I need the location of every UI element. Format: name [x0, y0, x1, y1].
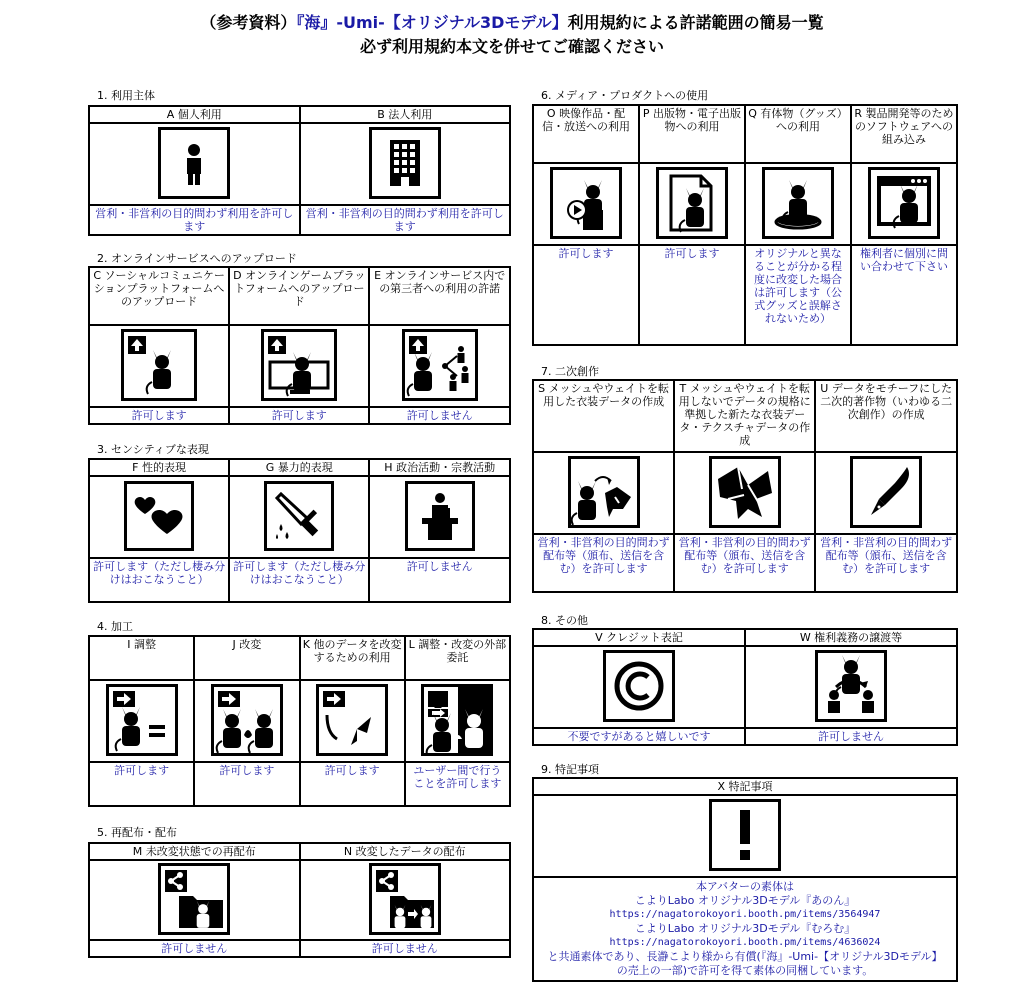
header-e: E オンラインサービス内での第三者への利用の許諾 — [369, 267, 510, 325]
header-b: B 法人利用 — [300, 106, 511, 123]
header-u: U データをモチーフにした二次的著作物（いわゆる二次創作）の作成 — [815, 380, 957, 452]
header-g: G 暴力的表現 — [229, 459, 369, 476]
copyright-icon — [603, 650, 675, 722]
pen-icon — [850, 456, 922, 528]
note-link[interactable]: https://nagatorokoyori.booth.pm/items/3564947 — [609, 909, 881, 920]
adjust-icon — [106, 684, 178, 756]
header-a: A 個人利用 — [89, 106, 300, 123]
note-line: 本アバターの素体は — [695, 880, 795, 893]
status-i: 許可します — [89, 762, 194, 806]
header-s: S メッシュやウェイトを転用した衣装データの作成 — [533, 380, 674, 452]
section-9-table — [532, 777, 958, 982]
section-5-table — [88, 842, 511, 958]
section-4-label: 4. 加工 — [97, 620, 133, 633]
status-n: 許可しません — [300, 940, 511, 957]
exclamation-icon — [709, 799, 781, 871]
section-7-label: 7. 二次創作 — [541, 365, 599, 378]
header-n: N 改変したデータの配布 — [300, 843, 511, 860]
share-folder-modified-icon — [369, 863, 441, 935]
note-link[interactable]: https://nagatorokoyori.booth.pm/items/4636024 — [609, 937, 881, 948]
section-5-label: 5. 再配布・配布 — [97, 826, 177, 839]
page-title — [0, 12, 1024, 34]
header-k: K 他のデータを改変するための利用 — [300, 636, 405, 680]
status-b: 営利・非営利の目的問わず利用を許可します — [300, 205, 511, 235]
video-cat-icon — [550, 167, 622, 239]
status-w: 許可しません — [745, 728, 957, 745]
status-v: 不要ですがあると嬉しいです — [533, 728, 745, 745]
transfer-icon — [815, 650, 887, 722]
ribbon-icon — [316, 684, 388, 756]
status-s: 営利・非営利の目的問わず配布等（頒布、送信を含む）を許可します — [533, 534, 674, 592]
header-l: L 調整・改変の外部委託 — [405, 636, 510, 680]
header-q: Q 有体物（グッズ）への利用 — [745, 105, 851, 163]
status-d: 許可します — [229, 407, 369, 424]
cat-ribbon-icon — [568, 456, 640, 528]
status-c: 許可します — [89, 407, 229, 424]
title-suffix: 利用規約による許諾範囲の簡易一覧 — [567, 13, 824, 32]
upload-screen-cat-icon — [261, 329, 337, 401]
title-model-name: 『海』-Umi-【オリジナル3Dモデル】 — [296, 13, 568, 32]
status-e: 許可しません — [369, 407, 510, 424]
section-8-label: 8. その他 — [541, 614, 588, 627]
title-prefix: （参考資料） — [200, 13, 297, 32]
status-g: 許可します（ただし棲み分けはおこなうこと） — [229, 558, 369, 602]
status-l: ユーザー間で行うことを許可します — [405, 762, 510, 806]
status-f: 許可します（ただし棲み分けはおこなうこと） — [89, 558, 229, 602]
section-3-label: 3. センシティブな表現 — [97, 443, 209, 456]
status-r: 権利者に個別に問い合わせて下さい — [851, 245, 957, 345]
section-6-table — [532, 104, 958, 346]
section-4-table — [88, 635, 511, 807]
status-t: 営利・非営利の目的問わず配布等（頒布、送信を含む）を許可します — [674, 534, 815, 592]
share-folder-icon — [158, 863, 230, 935]
status-o: 許可します — [533, 245, 639, 345]
section-3-table — [88, 458, 511, 603]
building-icon — [369, 127, 441, 199]
section-6-label: 6. メディア・プロダクトへの使用 — [541, 89, 709, 102]
header-o: O 映像作品・配信・放送への利用 — [533, 105, 639, 163]
window-cat-icon — [868, 167, 940, 239]
hearts-icon — [124, 481, 194, 551]
section-1-label: 1. 利用主体 — [97, 89, 155, 102]
ribbon-large-icon — [709, 456, 781, 528]
header-x: X 特記事項 — [533, 778, 957, 795]
share-people-icon — [402, 329, 478, 401]
section-2-table — [88, 266, 511, 425]
status-j: 許可します — [194, 762, 299, 806]
notes — [533, 877, 957, 981]
knife-icon — [264, 481, 334, 551]
podium-icon — [405, 481, 475, 551]
page-subtitle: 必ず利用規約本文を併せてご確認ください — [359, 37, 664, 56]
status-k: 許可します — [300, 762, 405, 806]
outsource-icon — [421, 684, 493, 756]
status-p: 許可します — [639, 245, 745, 345]
note-line: こよりLabo オリジナル3Dモデル『あのん』 — [634, 894, 856, 907]
document-cat-icon — [656, 167, 728, 239]
section-9-label: 9. 特記事項 — [541, 763, 599, 776]
status-m: 許可しません — [89, 940, 300, 957]
note-line: の売上の一部)で許可を得て素体の同梱しています。 — [616, 964, 874, 977]
section-2-label: 2. オンラインサービスへのアップロード — [97, 252, 297, 265]
header-m: M 未改変状態での再配布 — [89, 843, 300, 860]
header-p: P 出版物・電子出版物への利用 — [639, 105, 745, 163]
header-i: I 調整 — [89, 636, 194, 680]
status-h: 許可しません — [369, 558, 510, 602]
upload-cat-icon — [121, 329, 197, 401]
header-j: J 改変 — [194, 636, 299, 680]
header-w: W 権利義務の譲渡等 — [745, 629, 957, 646]
header-t: T メッシュやウェイトを転用しないでデータの規格に準拠した新たな衣装データ・テクスチャデータの作成 — [674, 380, 815, 452]
section-8-table — [532, 628, 958, 746]
note-line: こよりLabo オリジナル3Dモデル『むろむ』 — [634, 922, 856, 935]
section-1-table — [88, 105, 511, 236]
person-icon — [158, 127, 230, 199]
header-v: V クレジット表記 — [533, 629, 745, 646]
header-d: D オンラインゲームプラットフォームへのアップロード — [229, 267, 369, 325]
figure-cat-icon — [762, 167, 834, 239]
status-q: オリジナルと異なることが分かる程度に改変した場合は許可します（公式グッズと誤解されないため） — [745, 245, 851, 345]
section-7-table — [532, 379, 958, 593]
header-c: C ソーシャルコミュニケーションプラットフォームへのアップロード — [89, 267, 229, 325]
status-u: 営利・非営利の目的問わず配布等（頒布、送信を含む）を許可します — [815, 534, 957, 592]
modify-icon — [211, 684, 283, 756]
note-line: と共通素体であり、長瀞こより様から有償(『海』-Umi-【オリジナル3Dモデル】 — [547, 950, 943, 963]
status-a: 営利・非営利の目的問わず利用を許可します — [89, 205, 300, 235]
header-r: R 製品開発等のためのソフトウェアへの組み込み — [851, 105, 957, 163]
header-f: F 性的表現 — [89, 459, 229, 476]
header-h: H 政治活動・宗教活動 — [369, 459, 510, 476]
